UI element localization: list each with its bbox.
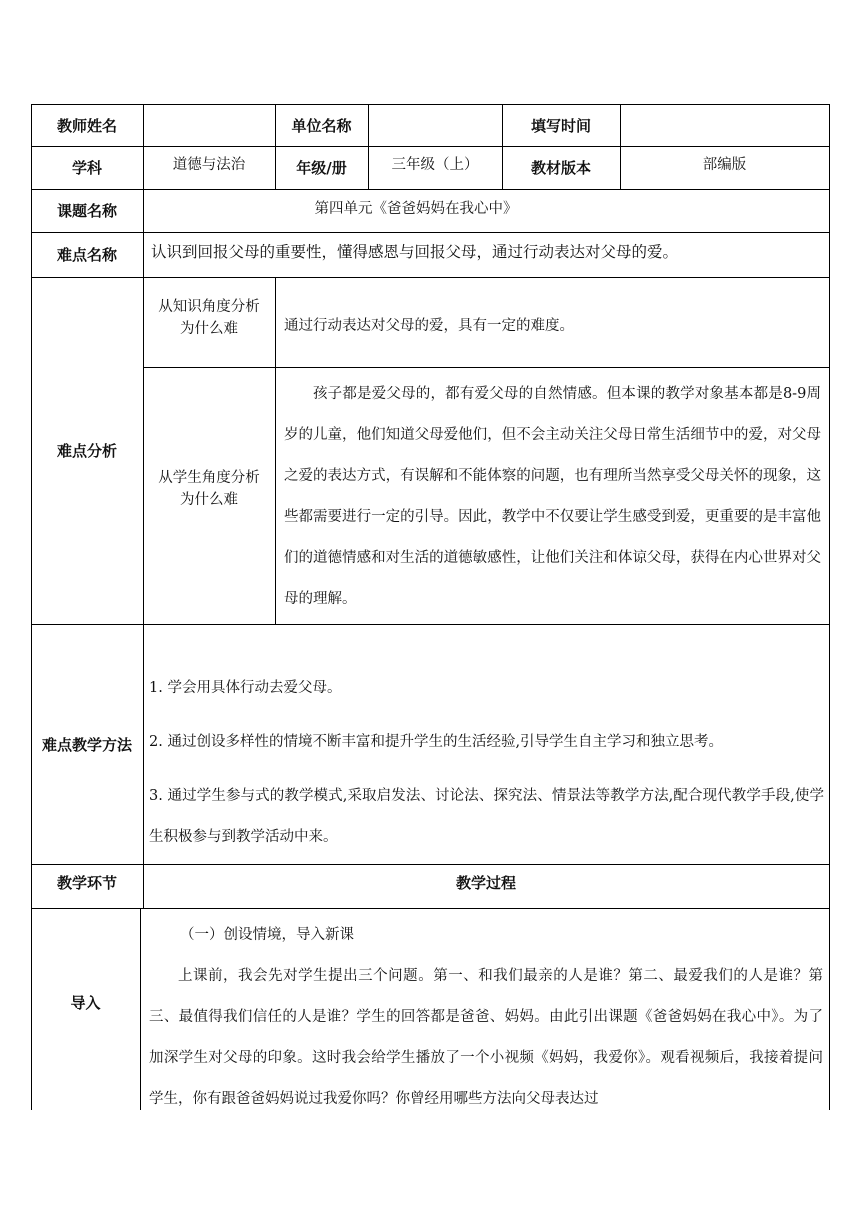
- intro-label: 导入: [70, 993, 101, 1012]
- knowledge-angle-line-2: 为什么难: [180, 321, 238, 337]
- methods-label: 难点教学方法: [41, 735, 132, 754]
- topic-label: 课题名称: [56, 202, 117, 220]
- difficulty-value: 认识到回报父母的重要性，懂得感恩与回报父母，通过行动表达对父母的爱。: [151, 243, 679, 261]
- unit-name-value[interactable]: [368, 104, 502, 146]
- grade-value: 三年级（上）: [391, 156, 479, 173]
- student-angle-text: 孩子都是爱父母的，都有爱父母的自然情感。但本课的教学对象基本都是8-9周岁的儿童，他们知道父母爱他们，但不会主动关注父母日常生活细节中的爱，对父母之爱的表达方式，有误解和不能体察的问题，也有理所当然享受父母关怀的现象，这些都需要进行一定的引导。因此，教学中不仅要让学生感受到爱，更重要的是丰富他们的道德情感和对生活的道德敏感性，让他们关注和体谅父母，获得在内心世界对父母的理解。: [284, 386, 821, 607]
- subject-label: 学科: [71, 159, 102, 177]
- row-divider: [31, 908, 829, 909]
- subject-value: 道德与法治: [172, 156, 246, 173]
- unit-name-label: 单位名称: [291, 116, 352, 135]
- topic-value: 第四单元《爸爸妈妈在我心中》: [314, 200, 518, 217]
- row-divider: [31, 277, 829, 278]
- column-divider: [275, 277, 276, 624]
- row-divider: [143, 367, 829, 368]
- process-label: 教学过程: [455, 873, 516, 892]
- fill-time-label: 填写时间: [530, 116, 591, 135]
- row-divider: [31, 624, 829, 625]
- student-angle-line-1: 从学生角度分析: [158, 470, 260, 486]
- method-item-2: 2. 通过创设多样性的情境不断丰富和提升学生的生活经验,引导学生自主学习和独立思考。: [149, 734, 724, 750]
- column-divider: [140, 908, 141, 1110]
- intro-heading: （一）创设情境，导入新课: [180, 927, 354, 943]
- knowledge-angle-line-1: 从知识角度分析: [158, 299, 260, 315]
- fill-time-value[interactable]: [620, 104, 829, 146]
- analysis-label: 难点分析: [56, 442, 117, 460]
- teacher-name-label: 教师姓名: [56, 116, 117, 135]
- method-item-3: 3. 通过学生参与式的教学模式,采取启发法、讨论法、探究法、情景法等教学方法,配合现代教学手段,使学生积极参与到教学活动中来。: [149, 788, 824, 845]
- edition-label: 教材版本: [530, 159, 591, 177]
- table-right-border: [829, 104, 830, 1110]
- difficulty-label: 难点名称: [56, 246, 117, 264]
- student-angle-label: [143, 467, 275, 511]
- method-item-1: 1. 学会用具体行动去爱父母。: [149, 680, 342, 696]
- student-angle-line-2: 为什么难: [180, 492, 238, 508]
- stage-label: 教学环节: [56, 873, 117, 892]
- intro-text: 上课前，我会先对学生提出三个问题。第一、和我们最亲的人是谁？第二、最爱我们的人是谁？第三、最值得我们信任的人是谁？学生的回答都是爸爸、妈妈。由此引出课题《爸爸妈妈在我心中》。为了加深学生对父母的印象。这时我会给学生播放了一个小视频《妈妈，我爱你》。观看视频后，我接着提问学生，你有跟爸爸妈妈说过我爱你吗？你曾经用哪些方法向父母表达过: [149, 968, 823, 1107]
- edition-value: 部编版: [702, 156, 747, 173]
- knowledge-angle-label: [143, 296, 275, 340]
- knowledge-angle-text: 通过行动表达对父母的爱，具有一定的难度。: [284, 317, 574, 334]
- grade-label: 年级/册: [296, 159, 347, 177]
- teacher-name-value[interactable]: [143, 104, 275, 146]
